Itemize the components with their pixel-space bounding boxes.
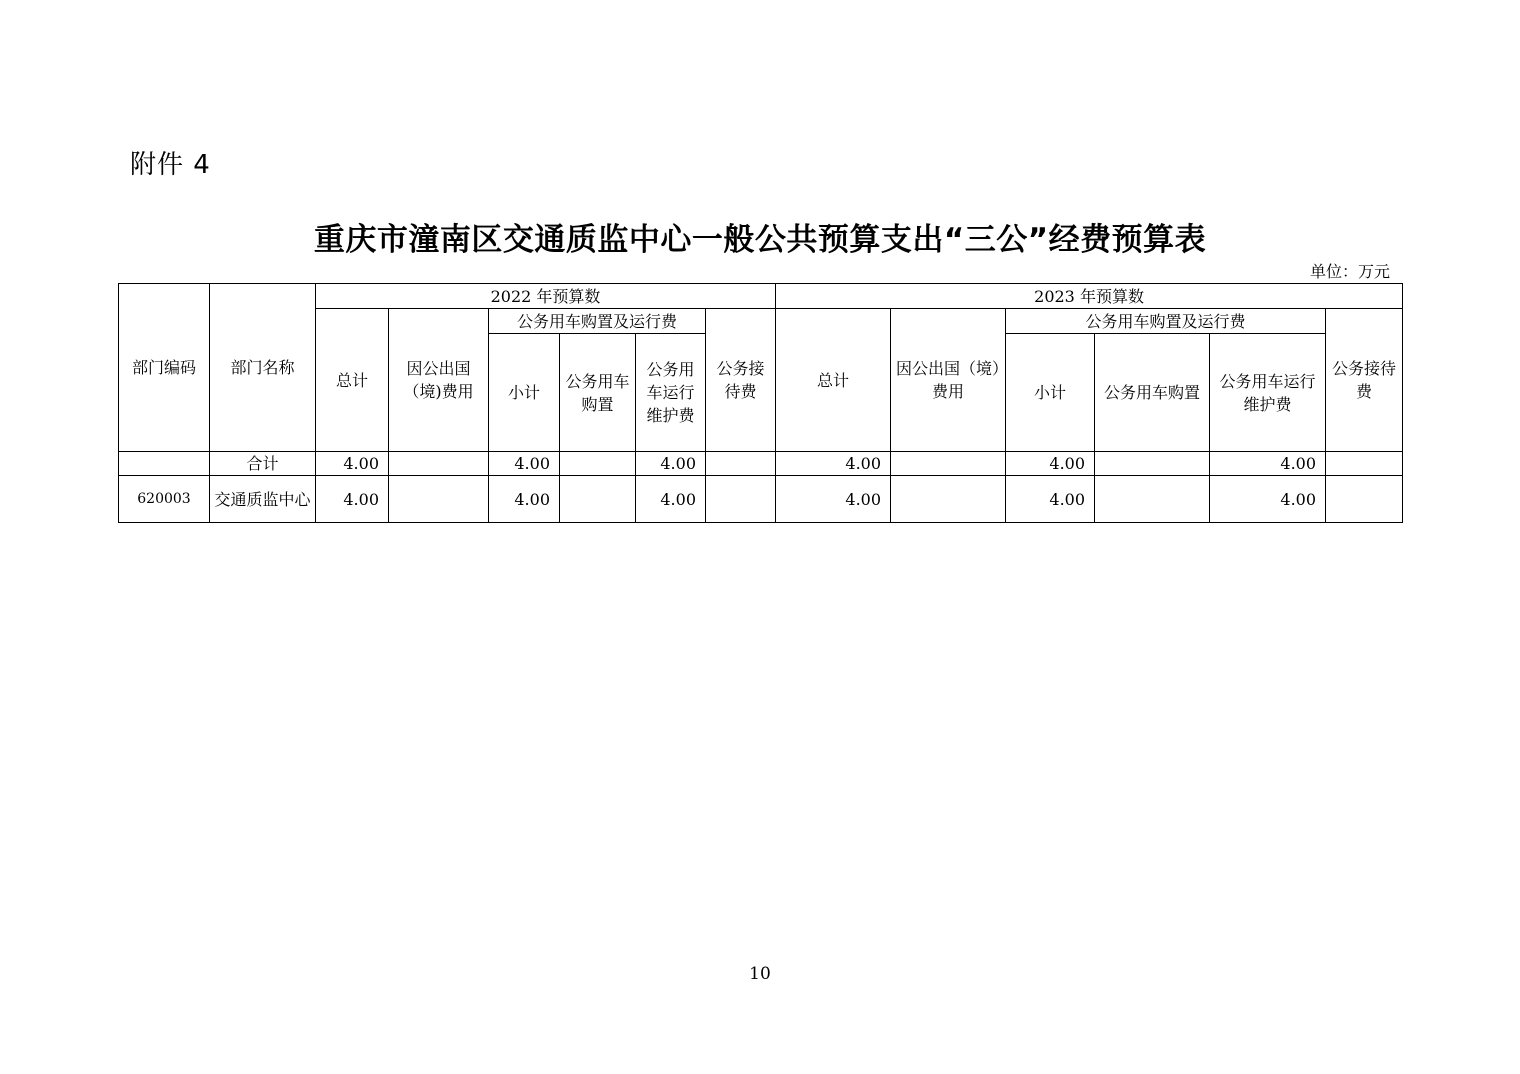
header-2022-operation: 公务用车运行维护费 (636, 334, 706, 452)
cell-2022-subtotal: 4.00 (489, 452, 560, 476)
header-dept-name: 部门名称 (210, 284, 316, 452)
cell-2022-reception (706, 452, 776, 476)
attachment-label: 附件 4 (130, 150, 211, 180)
header-2022-subtotal: 小计 (489, 334, 560, 452)
page-title: 重庆市潼南区交通质监中心一般公共预算支出“三公”经费预算表 (313, 222, 1207, 258)
header-dept-code: 部门编码 (119, 284, 210, 452)
header-2023-vehicle-group: 公务用车购置及运行费 (1006, 309, 1326, 334)
header-2023-operation: 公务用车运行维护费 (1210, 334, 1326, 452)
row-dept-code (119, 452, 210, 476)
budget-table (118, 283, 1403, 523)
header-2022-budget: 2022 年预算数 (316, 284, 776, 309)
cell-2022-purchase (560, 452, 636, 476)
cell-2022-abroad (389, 452, 489, 476)
header-2023-subtotal: 小计 (1006, 334, 1095, 452)
cell-2022-subtotal: 4.00 (489, 476, 560, 523)
header-row-years (119, 284, 1403, 309)
cell-2022-operation: 4.00 (636, 452, 706, 476)
cell-2022-reception (706, 476, 776, 523)
page-number: 10 (749, 964, 771, 984)
cell-2023-purchase (1095, 452, 1210, 476)
cell-2022-operation: 4.00 (636, 476, 706, 523)
cell-2023-operation: 4.00 (1210, 476, 1326, 523)
cell-2022-abroad (389, 476, 489, 523)
header-2022-purchase: 公务用车购置 (560, 334, 636, 452)
header-2023-budget: 2023 年预算数 (776, 284, 1403, 309)
cell-2023-abroad (891, 476, 1006, 523)
header-2022-reception: 公务接待费 (706, 309, 776, 452)
cell-2023-abroad (891, 452, 1006, 476)
cell-2023-subtotal: 4.00 (1006, 452, 1095, 476)
cell-2023-total: 4.00 (776, 452, 891, 476)
cell-2023-purchase (1095, 476, 1210, 523)
row-dept-name: 合计 (210, 452, 316, 476)
cell-2023-operation: 4.00 (1210, 452, 1326, 476)
header-2023-abroad: 因公出国（境）费用 (891, 309, 1006, 452)
header-2023-reception: 公务接待费 (1326, 309, 1403, 452)
header-2023-total: 总计 (776, 309, 891, 452)
header-2022-abroad: 因公出国（境)费用 (389, 309, 489, 452)
cell-2023-total: 4.00 (776, 476, 891, 523)
row-dept-code: 620003 (119, 476, 210, 523)
header-2022-total: 总计 (316, 309, 389, 452)
header-2023-purchase: 公务用车购置 (1095, 334, 1210, 452)
cell-2022-total: 4.00 (316, 476, 389, 523)
table-row (119, 476, 1403, 523)
cell-2022-total: 4.00 (316, 452, 389, 476)
header-2022-vehicle-group: 公务用车购置及运行费 (489, 309, 706, 334)
cell-2022-purchase (560, 476, 636, 523)
cell-2023-reception (1326, 452, 1403, 476)
cell-2023-reception (1326, 476, 1403, 523)
row-dept-name: 交通质监中心 (210, 476, 316, 523)
unit-label: 单位：万元 (1309, 262, 1390, 281)
cell-2023-subtotal: 4.00 (1006, 476, 1095, 523)
table-row (119, 452, 1403, 476)
